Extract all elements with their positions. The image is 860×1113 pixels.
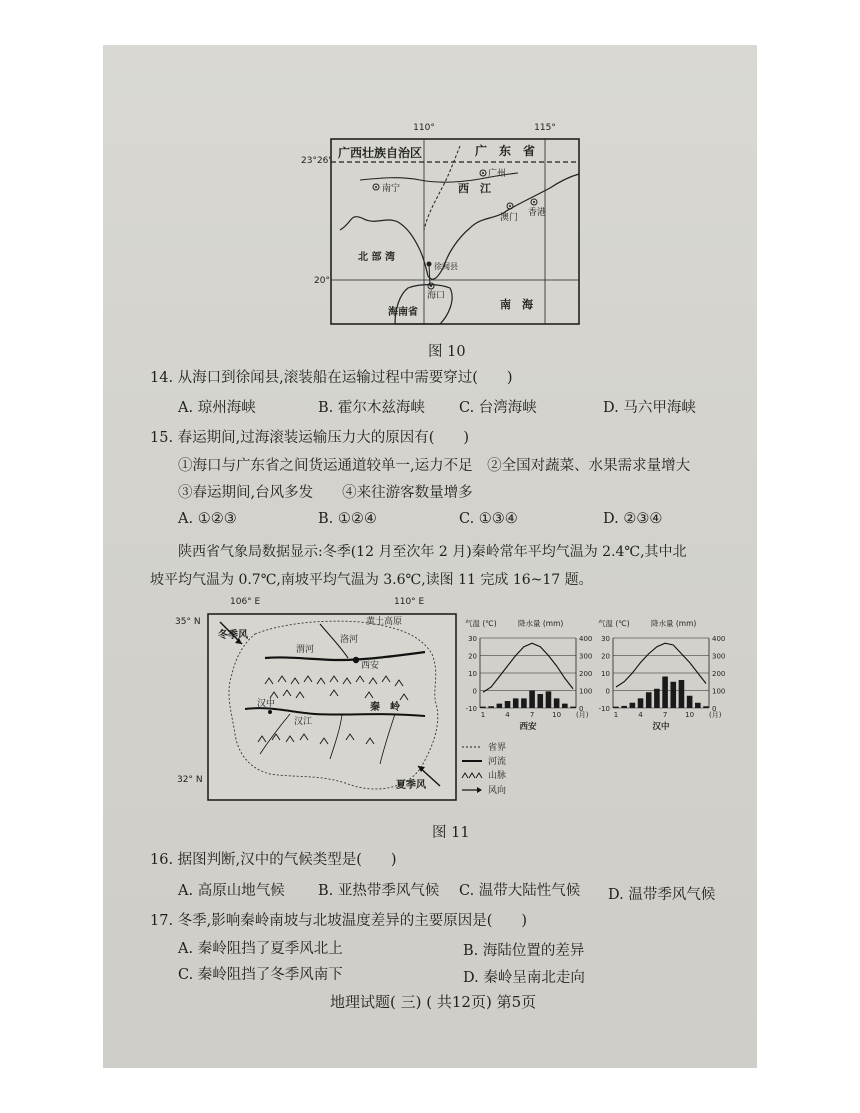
lat-2326-label: 23°26' bbox=[301, 156, 331, 166]
hanzhong-chart-precip-bar bbox=[695, 703, 701, 708]
xian-chart-station-name: 西安 bbox=[519, 722, 537, 732]
q16-option-d[interactable]: D. 温带季风气候 bbox=[608, 887, 716, 903]
hanzhong-chart-station-name: 汉中 bbox=[652, 722, 670, 732]
xian-chart-precip-bar bbox=[488, 706, 494, 708]
xian-chart-temp-line bbox=[483, 643, 573, 692]
q15-option-d[interactable]: D. ②③④ bbox=[603, 511, 663, 527]
xian-chart-temp-tick: -10 bbox=[465, 705, 477, 713]
hanzhong-chart-precip-bar bbox=[687, 696, 693, 708]
nanhai-label: 南 海 bbox=[500, 298, 533, 311]
xianggang-label: 香港 bbox=[528, 208, 547, 218]
figure-11-caption: 图 11 bbox=[432, 825, 470, 841]
xian-chart-precip-tick: 0 bbox=[579, 705, 584, 713]
lon-115-label: 115° bbox=[534, 123, 556, 133]
xian-chart-temp-tick: 10 bbox=[468, 670, 477, 678]
hanzhong-chart-temp-tick: 30 bbox=[601, 635, 610, 643]
xian-chart-precip-bar bbox=[562, 704, 568, 708]
lon-106-label: 106° E bbox=[230, 597, 261, 607]
xijiang-label: 西 江 bbox=[458, 182, 491, 195]
hanzhong-chart-temp-axis-title: 气温 (℃) bbox=[598, 619, 630, 628]
hanzhong-chart-precip-bar bbox=[679, 680, 685, 708]
nanning-label: 南宁 bbox=[382, 184, 401, 194]
hanzhong-chart-precip-bar bbox=[670, 682, 676, 708]
legend-mountain: 山脉 bbox=[488, 771, 507, 781]
beibuwan-label: 北 部 湾 bbox=[358, 252, 395, 263]
figure-10-caption: 图 10 bbox=[428, 344, 466, 360]
xian-chart-precip-bar bbox=[537, 694, 543, 708]
q14-stem: 14. 从海口到徐闻县,滚装船在运输过程中需要穿过( ) bbox=[150, 370, 513, 386]
qinling-label: 秦 岭 bbox=[370, 702, 400, 713]
hanzhong-chart-precip-bar bbox=[613, 707, 619, 708]
xian-chart-temp-tick: 0 bbox=[472, 687, 477, 696]
xian-chart-precip-bar bbox=[513, 698, 519, 708]
xian-chart-precip-tick: 200 bbox=[579, 670, 593, 678]
q16-option-b[interactable]: B. 亚热带季风气候 bbox=[318, 883, 440, 899]
figure-11-map bbox=[170, 594, 460, 806]
xian-chart-precip-tick: 100 bbox=[579, 687, 593, 696]
hanzhong-chart-precip-bar bbox=[703, 706, 709, 708]
climate-charts bbox=[458, 614, 728, 738]
xian-chart-temp-axis-title: 气温 (℃) bbox=[465, 619, 497, 628]
xian-chart-temp-tick: 30 bbox=[468, 635, 477, 643]
q14-option-c[interactable]: C. 台湾海峡 bbox=[459, 400, 537, 416]
xian-chart-precip-axis-title: 降水量 (mm) bbox=[518, 619, 564, 628]
hanzhong-chart-precip-bar bbox=[654, 689, 660, 708]
xian-chart-precip-bar bbox=[570, 707, 576, 708]
xuwen-label: 徐闻县 bbox=[434, 262, 458, 271]
xian-chart-month-unit: (月) bbox=[576, 711, 589, 719]
xian-label: 西安 bbox=[361, 661, 380, 671]
hanzhong-chart-month-tick: 4 bbox=[638, 711, 643, 719]
luo-river-label: 洛河 bbox=[340, 635, 359, 645]
hanzhong-chart-precip-bar bbox=[662, 677, 668, 709]
hanzhong-chart-temp-tick: 10 bbox=[601, 670, 610, 678]
hanzhong-chart-precip-tick: 300 bbox=[712, 652, 726, 661]
q14-option-d[interactable]: D. 马六甲海峡 bbox=[603, 400, 696, 416]
xian-chart-precip-bar bbox=[497, 704, 503, 708]
q16-stem: 16. 据图判断,汉中的气候类型是( ) bbox=[150, 852, 397, 868]
xian-chart-precip-bar bbox=[505, 701, 511, 708]
guangdong-label: 广 东 省 bbox=[475, 144, 536, 158]
hanzhong-chart-precip-bar bbox=[621, 706, 627, 708]
legend-wind: 风向 bbox=[488, 786, 507, 796]
aomen-label: 澳门 bbox=[500, 213, 519, 223]
loess-plateau-label: 黄土高原 bbox=[366, 617, 403, 627]
hanzhong-chart-precip-bar bbox=[638, 698, 644, 708]
q15-option-c[interactable]: C. ①③④ bbox=[459, 511, 518, 527]
q17-option-b[interactable]: B. 海陆位置的差异 bbox=[463, 943, 585, 959]
page-footer: 地理试题( 三) ( 共12页) 第5页 bbox=[330, 993, 537, 1011]
legend-boundary: 省界 bbox=[488, 743, 507, 753]
q15-option-b[interactable]: B. ①②④ bbox=[318, 511, 377, 527]
hanzhong-chart-precip-tick: 400 bbox=[712, 635, 726, 643]
passage-line-2: 坡平均气温为 0.7℃,南坡平均气温为 3.6℃,读图 11 完成 16~17 题。 bbox=[150, 572, 593, 588]
q17-option-d[interactable]: D. 秦岭呈南北走向 bbox=[463, 970, 585, 986]
xian-chart-month-tick: 10 bbox=[552, 711, 562, 719]
hanzhong-chart-month-tick: 10 bbox=[685, 711, 695, 719]
q15-stem: 15. 春运期间,过海滚装运输压力大的原因有( ) bbox=[150, 430, 470, 446]
xian-chart-month-tick: 7 bbox=[529, 711, 535, 719]
hanzhong-chart-temp-tick: 0 bbox=[605, 687, 610, 696]
q17-option-a[interactable]: A. 秦岭阻挡了夏季风北上 bbox=[178, 941, 343, 957]
hanzhong-chart-temp-line bbox=[616, 643, 706, 687]
guangzhou-label: 广州 bbox=[488, 169, 507, 179]
xian-chart-temp-tick: 20 bbox=[468, 652, 477, 661]
hanzhong-chart-precip-tick: 200 bbox=[712, 670, 726, 678]
legend-river: 河流 bbox=[488, 757, 507, 767]
hainan-label: 海南省 bbox=[388, 307, 418, 318]
xian-chart-month-tick: 1 bbox=[480, 711, 486, 719]
figure-11-legend bbox=[460, 740, 540, 802]
guangxi-label: 广西壮族自治区 bbox=[338, 146, 423, 160]
q16-option-a[interactable]: A. 高原山地气候 bbox=[178, 883, 285, 899]
lon-110-label: 110° bbox=[413, 123, 435, 133]
hanzhong-chart-temp-tick: -10 bbox=[598, 705, 610, 713]
haikou-label: 海口 bbox=[427, 291, 446, 301]
q16-option-c[interactable]: C. 温带大陆性气候 bbox=[459, 883, 581, 899]
hanzhong-chart-precip-bar bbox=[646, 692, 652, 708]
hanzhong-chart-precip-tick: 0 bbox=[712, 705, 717, 713]
hanzhong-chart-precip-tick: 100 bbox=[712, 687, 726, 696]
xian-chart-precip-tick: 300 bbox=[579, 652, 593, 661]
lat-20-label: 20° bbox=[314, 276, 330, 286]
xian-chart-precip-tick: 400 bbox=[579, 635, 593, 643]
lat-35-label: 35° N bbox=[175, 617, 201, 627]
figure-10-map bbox=[300, 118, 590, 336]
xian-chart-month-tick: 4 bbox=[505, 711, 510, 719]
hanzhong-chart-month-tick: 7 bbox=[662, 711, 668, 719]
q15-option-a[interactable]: A. ①②③ bbox=[178, 511, 237, 527]
q15-statement-3-4: ③春运期间,台风多发 ④来往游客数量增多 bbox=[178, 485, 473, 501]
xian-chart-precip-bar bbox=[554, 698, 560, 708]
winter-monsoon-label: 冬季风 bbox=[218, 630, 248, 641]
hanzhong-chart-precip-axis-title: 降水量 (mm) bbox=[651, 619, 697, 628]
xian-chart-precip-bar bbox=[546, 691, 552, 708]
q15-statement-1-2: ①海口与广东省之间货运通道较单一,运力不足 ②全国对蔬菜、水果需求量增大 bbox=[178, 458, 691, 474]
q14-option-b[interactable]: B. 霍尔木兹海峡 bbox=[318, 400, 425, 416]
hanzhong-chart-precip-bar bbox=[630, 703, 636, 708]
hanzhong-chart-month-unit: (月) bbox=[709, 711, 722, 719]
lat-32-label: 32° N bbox=[177, 775, 203, 785]
passage-line-1: 陕西省气象局数据显示:冬季(12 月至次年 2 月)秦岭常年平均气温为 2.4℃,其中北 bbox=[178, 544, 687, 560]
hanzhong-chart-month-tick: 1 bbox=[613, 711, 619, 719]
q17-option-c[interactable]: C. 秦岭阻挡了冬季风南下 bbox=[178, 967, 343, 983]
xian-chart-precip-bar bbox=[480, 707, 486, 708]
q17-stem: 17. 冬季,影响秦岭南坡与北坡温度差异的主要原因是( ) bbox=[150, 913, 528, 929]
wei-river-label: 渭河 bbox=[296, 645, 315, 655]
hanzhong-map-label: 汉中 bbox=[257, 699, 276, 709]
hanzhong-chart-temp-tick: 20 bbox=[601, 652, 610, 661]
han-river-label: 汉江 bbox=[294, 717, 313, 727]
xian-chart-precip-bar bbox=[529, 691, 535, 709]
q14-option-a[interactable]: A. 琼州海峡 bbox=[178, 400, 256, 416]
summer-monsoon-label: 夏季风 bbox=[396, 780, 426, 791]
xian-chart-precip-bar bbox=[521, 698, 527, 708]
lon-110e-label: 110° E bbox=[394, 597, 425, 607]
